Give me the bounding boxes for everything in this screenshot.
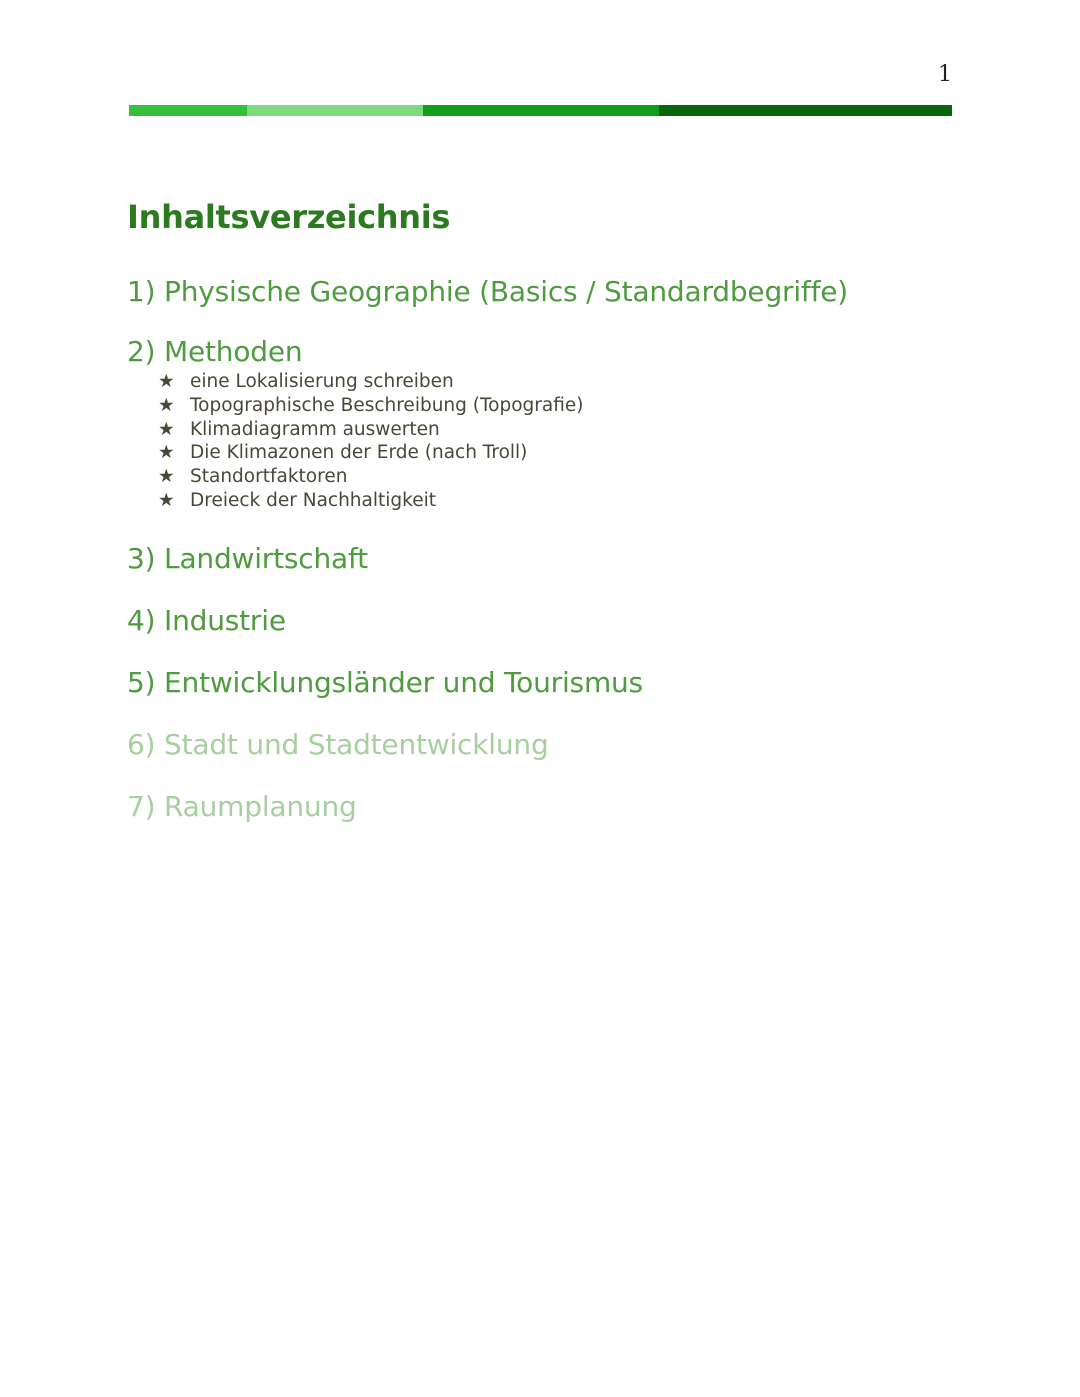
- header-color-bar: [129, 105, 952, 116]
- toc-entry-1: 1) Physische Geographie (Basics / Standardbegriffe): [127, 275, 848, 308]
- color-bar-segment-4: [659, 105, 952, 116]
- toc-entry-5: 5) Entwicklungsländer und Tourismus: [127, 665, 643, 699]
- list-item: [158, 441, 987, 465]
- star-icon: ★: [158, 394, 175, 416]
- list-item-label: Topographische Beschreibung (Topografie): [190, 394, 584, 416]
- toc-entry-2: 2) Methoden: [127, 335, 303, 368]
- color-bar-segment-2: [247, 105, 423, 116]
- toc-title: Inhaltsverzeichnis: [127, 198, 451, 236]
- list-item-label: Die Klimazonen der Erde (nach Troll): [190, 442, 528, 464]
- toc-entry-3: 3) Landwirtschaft: [127, 541, 368, 575]
- color-bar-segment-1: [129, 105, 247, 116]
- toc-entry-4: 4) Industrie: [127, 603, 286, 637]
- toc-entry-7: 7) Raumplanung: [127, 789, 357, 823]
- star-icon: ★: [158, 489, 175, 511]
- list-item: [158, 394, 987, 418]
- star-icon: ★: [158, 442, 175, 464]
- toc-entry-6: 6) Stadt und Stadtentwicklung: [127, 727, 549, 761]
- list-item-label: Dreieck der Nachhaltigkeit: [190, 489, 436, 511]
- color-bar-segment-3: [423, 105, 659, 116]
- list-item-label: eine Lokalisierung schreiben: [190, 371, 454, 392]
- list-item: [158, 418, 987, 442]
- list-item: [158, 489, 987, 513]
- list-item: [158, 370, 987, 394]
- page-number: 1: [938, 62, 952, 87]
- star-icon: ★: [158, 466, 175, 488]
- star-icon: ★: [158, 418, 175, 440]
- star-icon: ★: [158, 371, 175, 392]
- list-item-label: Standortfaktoren: [190, 466, 348, 488]
- methoden-sub-list: [127, 370, 987, 513]
- toc-list: [127, 270, 987, 829]
- list-item: [158, 465, 987, 489]
- list-item-label: Klimadiagramm auswerten: [190, 418, 440, 440]
